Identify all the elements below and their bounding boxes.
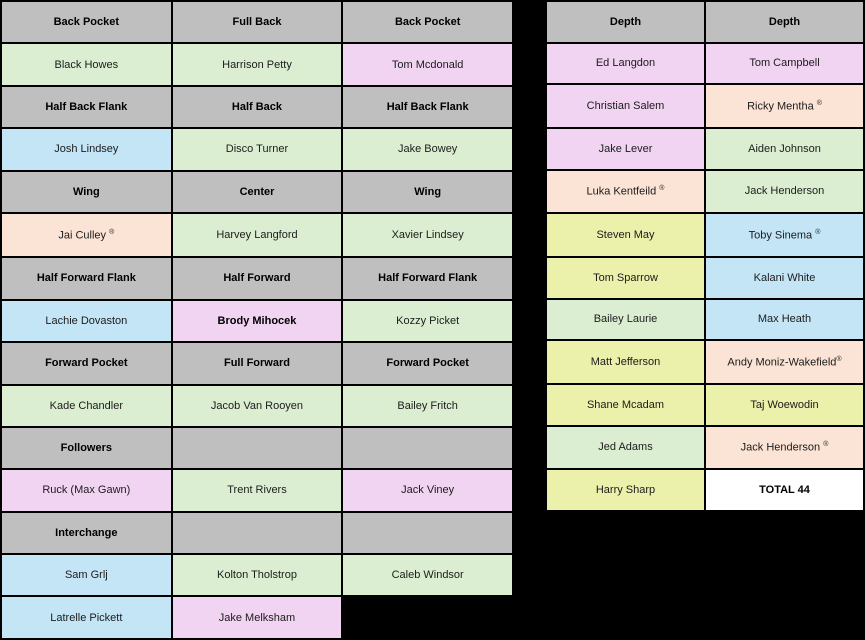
player-cell: Jake Lever [546, 128, 705, 170]
table-row [546, 340, 864, 384]
player-cell: Jai Culley ® [1, 213, 172, 257]
player-cell: Sam Grlj [1, 554, 172, 596]
player-cell: Trent Rivers [172, 469, 343, 511]
table-row [1, 43, 513, 85]
player-cell: Josh Lindsey [1, 128, 172, 170]
player-cell: Black Howes [1, 43, 172, 85]
position-header-cell: Depth [705, 1, 864, 43]
rookie-mark: ® [815, 228, 821, 236]
table-row [1, 171, 513, 213]
player-cell: Harrison Petty [172, 43, 343, 85]
table-row [1, 596, 513, 639]
player-cell: Jed Adams [546, 426, 705, 470]
player-cell: Ed Langdon [546, 43, 705, 85]
rookie-mark: ® [823, 441, 829, 449]
player-cell: Kozzy Picket [342, 300, 513, 342]
table-row [546, 257, 864, 299]
depth-table [545, 0, 865, 512]
position-header-cell: Wing [342, 171, 513, 213]
rookie-mark: ® [659, 185, 665, 193]
table-row [546, 170, 864, 214]
player-cell: Latrelle Pickett [1, 596, 172, 639]
rookie-mark: ® [836, 355, 842, 363]
table-row [546, 426, 864, 470]
player-cell: Disco Turner [172, 128, 343, 170]
position-header-cell: Half Forward [172, 257, 343, 299]
position-header-cell: Wing [1, 171, 172, 213]
player-cell: Kade Chandler [1, 385, 172, 427]
table-row [1, 342, 513, 384]
player-cell: Bailey Fritch [342, 385, 513, 427]
table-row [546, 213, 864, 257]
table-row [1, 427, 513, 469]
position-header-cell: Half Forward Flank [342, 257, 513, 299]
position-header-cell: Half Back [172, 86, 343, 128]
player-cell: Ricky Mentha ® [705, 84, 864, 128]
position-header-cell: Followers [1, 427, 172, 469]
table-row [546, 43, 864, 85]
total-cell: TOTAL 44 [705, 469, 864, 511]
player-cell: Steven May [546, 213, 705, 257]
table-row [1, 469, 513, 511]
player-cell: Kalani White [705, 257, 864, 299]
position-header-cell: Interchange [1, 512, 172, 554]
player-cell: Jack Viney [342, 469, 513, 511]
table-row [546, 84, 864, 128]
player-cell: Bailey Laurie [546, 299, 705, 341]
position-header-cell: Half Back Flank [342, 86, 513, 128]
header-spacer-cell [342, 512, 513, 554]
position-header-cell: Half Back Flank [1, 86, 172, 128]
table-row [1, 1, 513, 43]
player-cell: Tom Sparrow [546, 257, 705, 299]
player-cell: Shane Mcadam [546, 384, 705, 426]
player-cell: Tom Mcdonald [342, 43, 513, 85]
player-cell: Ruck (Max Gawn) [1, 469, 172, 511]
player-cell: Matt Jefferson [546, 340, 705, 384]
table-row [1, 554, 513, 596]
table-row [1, 128, 513, 170]
rookie-mark: ® [816, 99, 822, 107]
player-cell: Jacob Van Rooyen [172, 385, 343, 427]
table-row [546, 384, 864, 426]
position-header-cell: Center [172, 171, 343, 213]
player-cell: Jack Henderson ® [705, 426, 864, 470]
player-cell: Lachie Dovaston [1, 300, 172, 342]
player-cell: Luka Kentfeild ® [546, 170, 705, 214]
player-cell: Caleb Windsor [342, 554, 513, 596]
player-cell: Harry Sharp [546, 469, 705, 511]
header-spacer-cell [172, 512, 343, 554]
table-row [1, 213, 513, 257]
empty-gap [342, 596, 513, 639]
player-cell: Aiden Johnson [705, 128, 864, 170]
position-header-cell: Full Back [172, 1, 343, 43]
table-row [1, 385, 513, 427]
position-header-cell: Full Forward [172, 342, 343, 384]
player-cell: Jack Henderson [705, 170, 864, 214]
table-row [1, 86, 513, 128]
table-row [1, 257, 513, 299]
table-row [1, 300, 513, 342]
player-cell: Taj Woewodin [705, 384, 864, 426]
player-cell: Toby Sinema ® [705, 213, 864, 257]
position-header-cell: Depth [546, 1, 705, 43]
table-row [1, 512, 513, 554]
table-row [546, 1, 864, 43]
player-cell: Max Heath [705, 299, 864, 341]
player-cell: Harvey Langford [172, 213, 343, 257]
player-cell: Kolton Tholstrop [172, 554, 343, 596]
header-spacer-cell [342, 427, 513, 469]
player-cell: Jake Melksham [172, 596, 343, 639]
table-row [546, 469, 864, 511]
player-cell: Jake Bowey [342, 128, 513, 170]
position-header-cell: Forward Pocket [1, 342, 172, 384]
rookie-mark: ® [109, 228, 115, 236]
header-spacer-cell [172, 427, 343, 469]
position-header-cell: Half Forward Flank [1, 257, 172, 299]
player-cell: Tom Campbell [705, 43, 864, 85]
position-header-cell: Back Pocket [1, 1, 172, 43]
player-cell: Andy Moniz-Wakefield® [705, 340, 864, 384]
position-header-cell: Forward Pocket [342, 342, 513, 384]
table-row [546, 299, 864, 341]
player-cell: Christian Salem [546, 84, 705, 128]
player-cell: Xavier Lindsey [342, 213, 513, 257]
position-header-cell: Back Pocket [342, 1, 513, 43]
player-cell: Brody Mihocek [172, 300, 343, 342]
table-row [546, 128, 864, 170]
